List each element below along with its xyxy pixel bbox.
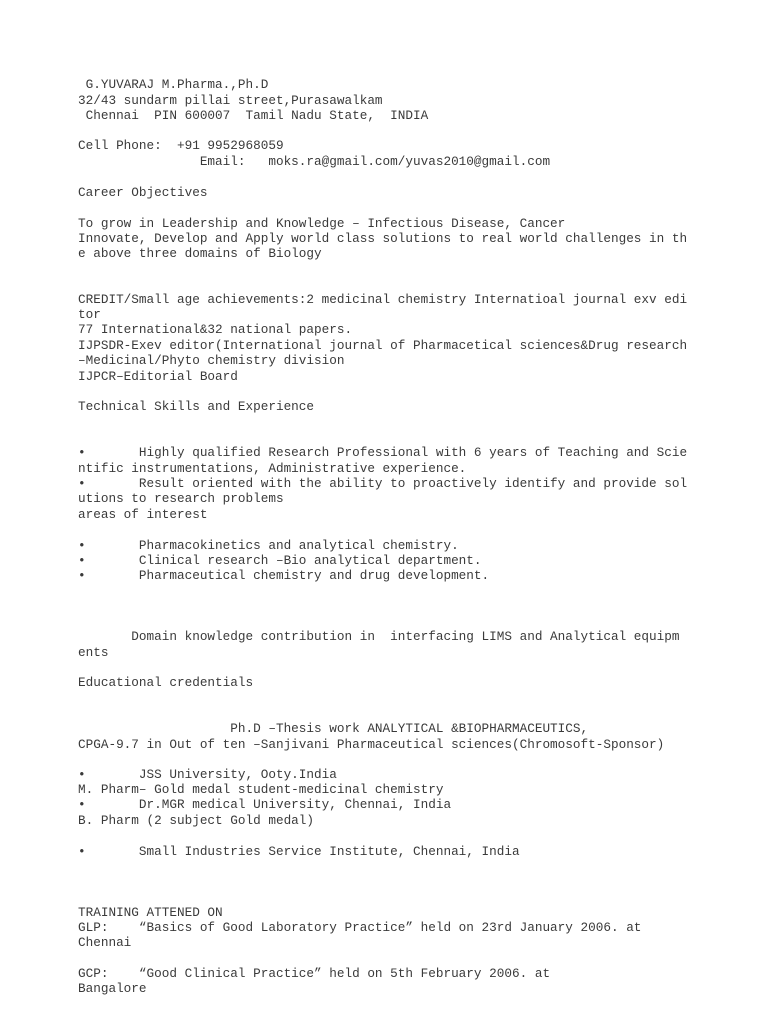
training-line: Chennai	[78, 935, 132, 950]
domain-knowledge-line: ents	[78, 645, 109, 660]
degree-line: B. Pharm (2 subject Gold medal)	[78, 813, 315, 828]
training-line: GLP: “Basics of Good Laboratory Practice” held on 23rd January 2006. at	[78, 920, 642, 935]
education-bullet: • JSS University, Ooty.India	[78, 767, 337, 782]
skill-bullet: • Highly qualified Research Professional with 6 years of Teaching and Scie	[78, 445, 688, 460]
address-line: 32/43 sundarm pillai street,Purasawalkam	[78, 93, 383, 108]
interest-heading: areas of interest	[78, 507, 208, 522]
credit-text-line: tor	[78, 307, 101, 322]
cgpa-line: CPGA-9.7 in Out of ten –Sanjivani Pharmaceutical sciences(Chromosoft-Sponsor)	[78, 737, 665, 752]
section-heading-training: TRAINING ATTENED ON	[78, 905, 223, 920]
education-bullet: • Dr.MGR medical University, Chennai, India	[78, 797, 452, 812]
career-text-line: Innovate, Develop and Apply world class solutions to real world challenges in th	[78, 231, 688, 246]
section-heading-education: Educational credentials	[78, 675, 254, 690]
interest-item: • Pharmaceutical chemistry and drug development.	[78, 568, 490, 583]
section-heading-career: Career Objectives	[78, 185, 208, 200]
credit-text-line: CREDIT/Small age achievements:2 medicinal chemistry Internatioal journal exv edi	[78, 292, 688, 307]
domain-knowledge-line: Domain knowledge contribution in interfacing LIMS and Analytical equipm	[78, 629, 680, 644]
section-heading-skills: Technical Skills and Experience	[78, 399, 315, 414]
interest-item: • Pharmacokinetics and analytical chemistry.	[78, 538, 459, 553]
skill-bullet-continued: utions to research problems	[78, 491, 284, 506]
training-line: GCP: “Good Clinical Practice” held on 5th February 2006. at	[78, 966, 551, 981]
career-text-line: To grow in Leadership and Knowledge – Infectious Disease, Cancer	[78, 216, 566, 231]
phd-line: Ph.D –Thesis work ANALYTICAL &BIOPHARMACEUTICS,	[78, 721, 589, 736]
degree-line: M. Pharm– Gold medal student-medicinal chemistry	[78, 782, 444, 797]
career-text-line: e above three domains of Biology	[78, 246, 322, 261]
credit-text-line: IJPSDR-Exev editor(International journal of Pharmacetical sciences&Drug research	[78, 338, 688, 353]
skill-bullet: • Result oriented with the ability to proactively identify and provide sol	[78, 476, 688, 491]
training-line: Bangalore	[78, 981, 147, 996]
email-address: Email: moks.ra@gmail.com/yuvas2010@gmail.com	[78, 154, 551, 169]
education-bullet: • Small Industries Service Institute, Chennai, India	[78, 844, 520, 859]
credit-text-line: IJPCR–Editorial Board	[78, 369, 238, 384]
credit-text-line: –Medicinal/Phyto chemistry division	[78, 353, 345, 368]
applicant-name: G.YUVARAJ M.Pharma.,Ph.D	[78, 77, 269, 92]
cell-phone: Cell Phone: +91 9952968059	[78, 138, 284, 153]
interest-item: • Clinical research –Bio analytical department.	[78, 553, 482, 568]
skill-bullet-continued: ntific instrumentations, Administrative experience.	[78, 461, 467, 476]
address-line: Chennai PIN 600007 Tamil Nadu State, INDIA	[78, 108, 429, 123]
credit-text-line: 77 International&32 national papers.	[78, 322, 353, 337]
